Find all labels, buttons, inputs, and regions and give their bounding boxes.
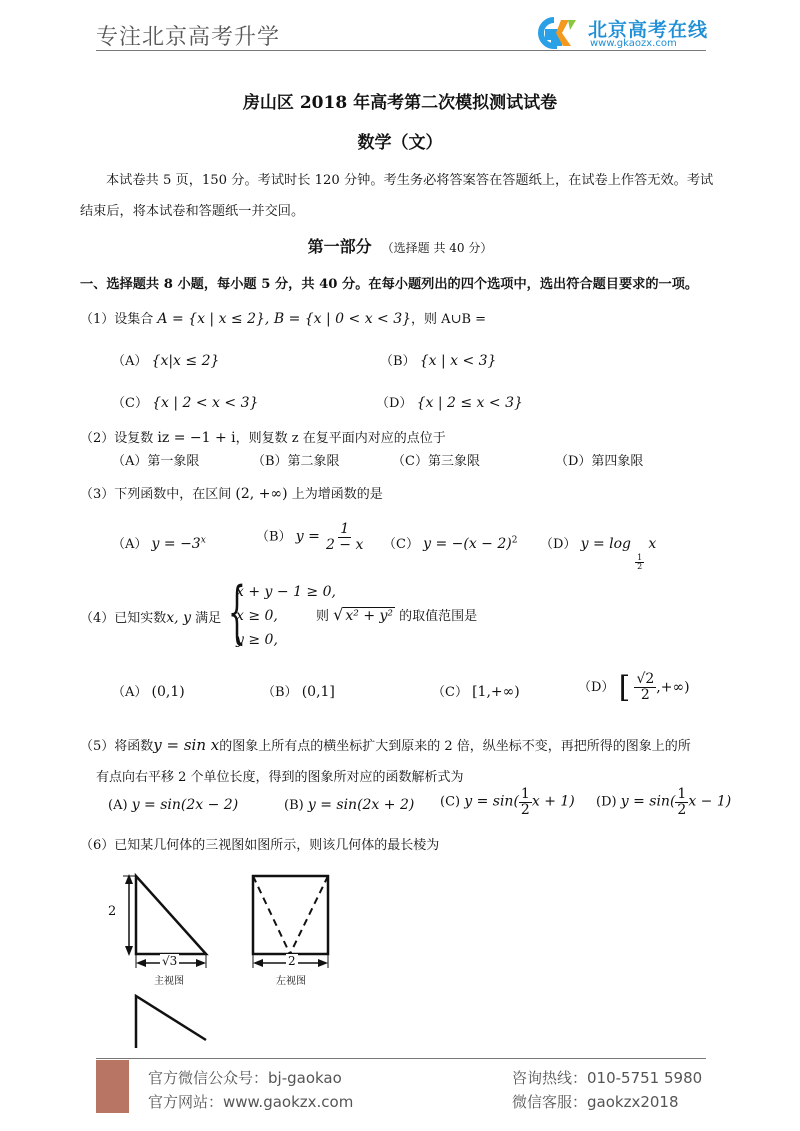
q4-option-b: （B） (0,1]	[262, 684, 335, 700]
q4-stem-right: 则 √ x² + y² 的取值范围是	[316, 605, 478, 624]
q3-option-a: （A） $y = -3^x$	[112, 535, 206, 552]
logo-name: 北京高考在线	[588, 19, 709, 41]
caption-side-view: 左视图	[276, 976, 306, 987]
q3-option-d: （D） y = log $\frac{1}{2}$ x	[540, 536, 657, 572]
site-logo[interactable]	[528, 14, 713, 52]
part-note: （选择题 共 40 分）	[381, 241, 493, 255]
q5-option-b: (B) y = sin(2x + 2)	[284, 797, 415, 813]
q2-stem: （2）设复数 iz = −1 + i，则复数 z 在复平面内对应的点位于	[80, 430, 446, 446]
footer-accent-bar	[96, 1060, 129, 1113]
footer-wechat: 官方微信公众号：bj-gaokao	[148, 1069, 342, 1087]
q5-option-c: (C) y = sin( $\frac{1}{2}$ x + 1)	[440, 786, 575, 818]
q1-option-d: （D） {x | 2 ≤ x < 3}	[376, 395, 523, 411]
q5-stem-line2: 有点向右平移 2 个单位长度，得到的图象所对应的函数解析式为	[96, 770, 464, 785]
footer-hotline: 咨询热线：010-5751 5980	[512, 1069, 703, 1087]
logo-url: www.gkaozx.com	[590, 38, 677, 49]
q4-stem-left: （4）已知实数x, y 满足	[80, 610, 222, 626]
dim-side: 2	[288, 954, 296, 968]
exam-subtitle: 数学（文）	[357, 133, 443, 153]
caption-front-view: 主视图	[154, 976, 184, 987]
q5-stem-line1: （5）将函数y = sin x的图象上所有点的横坐标扩大到原来的 2 倍，纵坐标不变，再把所得的图象上的所	[80, 736, 691, 754]
exam-intro: 本试卷共 5 页，150 分。考试时长 120 分钟。考生务必将答案答在答题纸上，在试卷上作答无效。考试结束后，将本试卷和答题纸一并交回。	[80, 173, 714, 219]
q5-option-a: (A) y = sin(2x − 2)	[108, 797, 239, 813]
q3-option-c: （C） $y = -(x - 2)^2$	[383, 535, 518, 552]
q2-option-c: （C）第三象限	[392, 454, 480, 469]
three-view-diagram	[118, 868, 348, 1048]
q4-cond-1: x + y − 1 ≥ 0,	[236, 584, 336, 600]
q4-option-c: （C） [1,+∞)	[432, 684, 520, 700]
exam-title: 房山区 2018 年高考第二次模拟测试试卷	[242, 93, 558, 113]
footer-service: 微信客服：gaokzx2018	[512, 1093, 679, 1111]
q6-stem: （6）已知某几何体的三视图如图所示，则该几何体的最长棱为	[80, 838, 440, 853]
part-title: 第一部分	[307, 237, 372, 256]
part-heading	[0, 234, 800, 257]
header-divider	[96, 50, 706, 51]
footer-divider	[96, 1058, 706, 1059]
q3-option-b: （B） y = $\frac{1}{2 - x}$	[256, 521, 364, 553]
q4-brace: {	[228, 572, 246, 652]
q4-option-d: （D） [ $\frac{√2}{2}$ ,+∞)	[578, 670, 690, 705]
q4-cond-3: y ≥ 0,	[236, 632, 278, 648]
header-slogan: 专注北京高考升学	[96, 25, 281, 50]
footer-site-link[interactable]: 官方网站：www.gaokzx.com	[148, 1093, 354, 1111]
section-instruction: 一、选择题共 8 小题，每小题 5 分，共 40 分。在每小题列出的四个选项中，选出符合题目要求的一项。	[80, 277, 699, 292]
q1-option-b: （B） {x | x < 3}	[380, 353, 497, 369]
q1-option-a: （A） {x|x ≤ 2}	[112, 353, 220, 369]
three-view-figure	[108, 868, 348, 1052]
q4-option-a: （A） (0,1)	[112, 684, 185, 700]
gk-logo-icon	[528, 16, 580, 50]
q1-stem: （1）设集合 A = {x | x ≤ 2}, B = {x | 0 < x < 3}，则 A∪B =	[80, 311, 487, 327]
q2-option-a: （A）第一象限	[112, 454, 200, 469]
q5-option-d: (D) y = sin( $\frac{1}{2}$ x − 1)	[596, 786, 732, 818]
q1-option-c: （C） {x | 2 < x < 3}	[112, 395, 259, 411]
q2-option-d: （D）第四象限	[555, 454, 644, 469]
q2-option-b: （B）第二象限	[252, 454, 340, 469]
q3-stem: （3）下列函数中，在区间 (2, +∞) 上为增函数的是	[80, 486, 383, 502]
q4-cond-2: x ≥ 0,	[236, 608, 278, 624]
dim-base: √3	[162, 954, 178, 968]
dim-height: 2	[108, 904, 117, 919]
